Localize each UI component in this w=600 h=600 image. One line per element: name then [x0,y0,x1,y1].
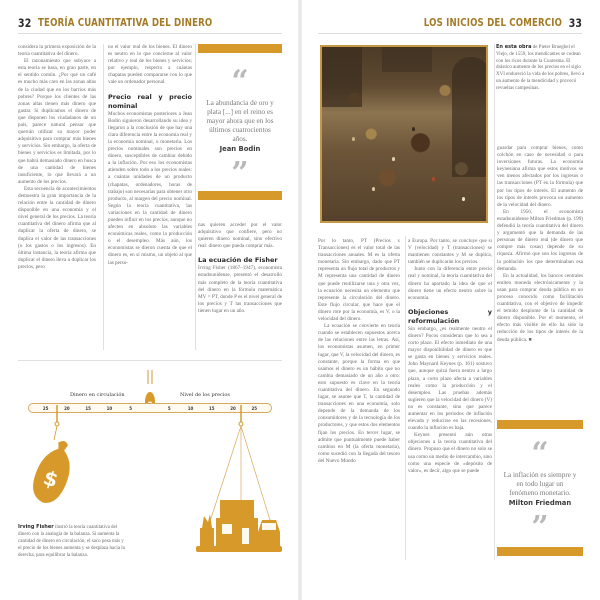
caption-lead: En esta obra [496,44,532,50]
open-quote-icon: “ [231,69,249,91]
page-number-left: 32 [18,16,32,30]
tick-right: 5 [167,405,171,411]
left-column-1 [18,44,96,350]
tick-left: 10 [106,405,113,411]
section-heading-fisher: La ecuación de Fisher [198,256,278,265]
column-divider [103,44,104,350]
close-quote-icon: ” [531,515,549,537]
section-heading-objeciones: Objeciones y reformulación [408,307,492,325]
section-heading-precio-real: Precio real y precio nominal [108,92,192,110]
left-column-3 [198,222,282,350]
paragraph: considera la primera exposición de la teoría cuantitativa del dinero. [18,44,96,58]
tick-right: 15 [208,405,215,411]
caption-lead: Irving Fisher [18,524,54,530]
paragraph: En 1956, el economista estadounidense Milton Friedman (p. 199) defendió la teoría cuantitativa del dinero y argumentó que la demanda de las personas de dinero real (de dinero que compre más cosas) depende de su riqueza. Afirmó que son los ingresos de la población los que determinaban esa demanda. [497,208,583,272]
running-head-left [18,15,212,31]
header-rule-left [18,33,282,34]
tick-left: 20 [64,405,70,411]
chapter-title-right: LOS INICIOS DEL COMERCIO [423,17,562,29]
right-column-3 [497,145,583,415]
painting-church [452,57,488,177]
paragraph: Sin embargo, ¿es realmente neutro el dinero? Pocos consideran que lo sea a corto plazo. El efecto inmediato de una mayor disponibilidad de dinero es que se gasta en bienes y servicios reales. John Maynard Keynes (p. 161) sostuvo que, aunque quizá fuera neutro a largo plazo, a corto plazo afecta a variables reales como la producción y el desempleo. Las pruebas además sugieren que la velocidad del dinero (V) no es constante, sino que parece aumentar en los periodos de inflación elevada y reducirse en las recesiones, cuando la inflación es baja. [408,325,492,432]
quote-author: Jean Bodin [219,145,261,153]
paragraph: Por lo tanto, PT (Precios x Transacciones) es el valor total de las transacciones anuales. M es la oferta monetaria. Sin embargo, dado que PT representa un flujo total de productos y M representa una cantidad de dinero que puede reutilizarse una y otra vez, la ecuación necesita un elemento que represente la circulación del dinero. Este flujo circular, que hace que el dinero rote por la economía, es V, o la velocidad del dinero. [318,238,400,323]
quote-bar-top [198,44,282,53]
painting-building [322,47,362,107]
label-price-level: Nivel de los precios [180,392,230,398]
tick-left: 15 [85,405,91,411]
paragraph: En la actualidad, los bancos centrales emiten moneda electrónicamente y la usan para comprar deuda pública en un proceso conocido como facilitación cuantitativa, con el objetivo de impedir el temido desplome de la cantidad de dinero disponible. Por el momento, el efecto más visible de ello ha sido la reducción de los tipos de interés de la deuda pública. ■ [497,272,583,343]
column-divider [195,44,196,350]
paragraph: El razonamiento que subyace a esta teoría se basa, en gran parte, en el sentido común. ¿Por qué un café es mucho más caro en las zonas altas de la ciudad que en los barrios más pobres? Porque los clientes de las zonas altas tienen más dinero que gastar. Si duplicamos el dinero de que disponen los ciudadanos de un país, parece natural pensar que querrán utilizar su mayor poder adquisitivo para comprar más bienes y servicios. Sin embargo, la oferta de bienes y servicios es limitada, por lo que habrá demasiado dinero en busca de una cantidad de bienes insuficiente, lo que llevará a un aumento de los precios. [18,58,96,185]
illustration-caption [18,524,128,560]
caption-text: de Pieter Brueghel el Viejo, de 1559, los mendicantes se codean con los ricos durante la Cuaresma. El drástico aumento de los precios en el siglo XVI endureció la vida de los pobres, llevó a un aumento de la mendicidad y provocó revueltas campesinas. [496,45,585,91]
quote-bar-bottom [497,547,583,556]
paragraph: nas quieren acceder por el valor adquisitivo que confiere, pero no quieren dinero nominal, sino efectivo real: dinero que pueda comprar más. [198,222,282,250]
quote-text: La inflación es siempre y en todo lugar un fenómeno monetario. [503,471,577,497]
right-column-2 [408,238,492,558]
tick-right: 10 [187,405,194,411]
paragraph: Esta secuencia de acontecimientos demuestra la gran importancia de la relación entre la cantidad de dinero disponible en una economía y el nivel general de los precios. La teoría cuantitativa del dinero afirma que al duplicar la oferta de dinero, se duplica el valor de las transacciones (o los gastos o los ingresos). En última instancia, la teoría afirma que duplicar el dinero lleva a duplicar los precios, pero [18,185,96,270]
money-bag-icon [30,400,75,510]
quote-text: La abundancia de oro y plata [...] en el reino es mayor ahora que en los últimos cuatrocientos años. [206,99,274,143]
paragraph: La ecuación se convierte en teoría cuando se establecen supuestos acerca de las relaciones entre las letras. Así, los economistas asumen, en primer lugar, que V, la velocidad del dinero, es constante, porque la forma en que usamos el dinero es un hábito que no cambia demasiado de un año a otro: esto supuesto es clave en la teoría cuantitativa del dinero. En segundo lugar, se asume que T, la cantidad de transacciones en una economía, solo depende de la demanda de los consumidores y de la tecnología de los productores, y que estos dos elementos fijan los precios. En tercer lugar, se admite que puntualmente puede haber cambios en M (la oferta monetaria), como sucedió con la llegada del tesoro del Nuevo Mundo [318,323,400,464]
paragraph: Keynes presentó aún otras objeciones a la teoría cuantitativa del dinero. Propuso que el dinero no solo se usa como un medio de intercambio, sino como una especie de «depósito de valor», es decir, algo que se puede [408,432,492,474]
caption-text: ilustró la teoría cuantitativa del dinero con la analogía de la balanza. Si aumenta la cantidad de dinero en circulación, el saco pesa más y el precio de los bienes aumenta y se desplaza hacia la derecha, para equilibrar la balanza. [18,525,125,558]
column-divider [494,44,495,560]
tick-left: 25 [42,405,49,411]
quote-bar-top [497,420,583,429]
column-divider [405,236,406,560]
paragraph: Irving Fisher (1867–1947), economista estadounidense, presentó el desarrollo más completo de la teoría cuantitativa del dinero en la fórmula matemática MV = PT, donde P es el nivel general de los precios y T las transacciones que tienen lugar en un año. [198,265,282,314]
paragraph: Junto con la diferencia entre precio real y nominal, la teoría cuantitativa del dinero ha aportado la idea de que el dinero tiene un efecto neutro sobre la economía. [408,266,492,301]
open-quote-icon: “ [531,441,549,463]
paragraph: Muchos economistas posteriores a Jean Bodin siguieron desarrollando su idea y llegaron a la conclusión de que hay una clara diferencia entre la economía real y la economía nominal, o monetaria. Los precios nominales son precios en dinero, susceptibles de cambiar debido a la inflación. Por eso los economistas atienden sobre todo a los precios reales: a cuántas unidades de un producto (chapatas, ordenadores, horas de trabajo) son necesarias para obtener otro producto, al margen del precio nominal. Según la teoría cuantitativa, las variaciones en la cantidad de dinero pueden influir en los precios, aunque no afecten en absoluto las variables económicas reales, como la producción o el desempleo. Más aún, los economistas se dieron cuenta de que el dinero es, en sí mismo, un objeto al que las perso- [108,110,192,266]
pull-quote-friedman [497,420,583,565]
chapter-title-left: TEORÍA CUANTITATIVA DEL DINERO [38,17,213,29]
paragraph: no el valor real de los bienes. El dinero es neutro en lo que concierne al valor relativo y real de los bienes y servicios; por ejemplo, respecto a cuántas chapatas pueden compararse con lo que vale un ordenador personal. [108,44,192,86]
tick-right: 20 [230,405,236,411]
section-rule [18,360,282,361]
left-column-2 [108,44,192,350]
painting-figure [412,127,415,131]
label-money-in-circulation: Dinero en circulación [70,392,125,398]
page-number-right: 33 [568,16,582,30]
painting-caption [496,44,586,93]
paragraph: guardar para comprar bienes, como colchón en caso de necesidad o para inversiones futuras. La economía keynesiana afirma que estos motivos se ven menos afectados por los ingresos o las transacciones (PT en la fórmula) que por los tipos de interés. El aumento de los tipos de interés provoca un aumento de la velocidad del dinero. [497,145,583,208]
quote-author: Milton Friedman [508,499,572,507]
pull-quote-bodin [198,44,282,183]
running-head-right [424,15,582,31]
painting-figure [392,157,395,161]
svg-text:$: $ [40,465,62,493]
goods-platform-icon [190,400,285,570]
tick-right: 25 [251,405,258,411]
painting-building [382,47,432,72]
header-rule-right [318,33,582,34]
paragraph: a Europa. Por tanto, se concluye que si V (velocidad) y T (transacciones) se mantienen constantes y M se duplica, también se duplicarán los precios. [408,238,492,266]
brueghel-painting-image [320,45,488,223]
tick-left: 5 [129,405,133,411]
painting-figure [352,137,355,141]
painting-figure [432,177,435,181]
right-column-1 [318,238,400,558]
close-quote-icon: ” [231,161,249,183]
quote-bar-bottom [198,191,282,200]
painting-figure [372,187,375,191]
painting-figure [462,197,465,201]
